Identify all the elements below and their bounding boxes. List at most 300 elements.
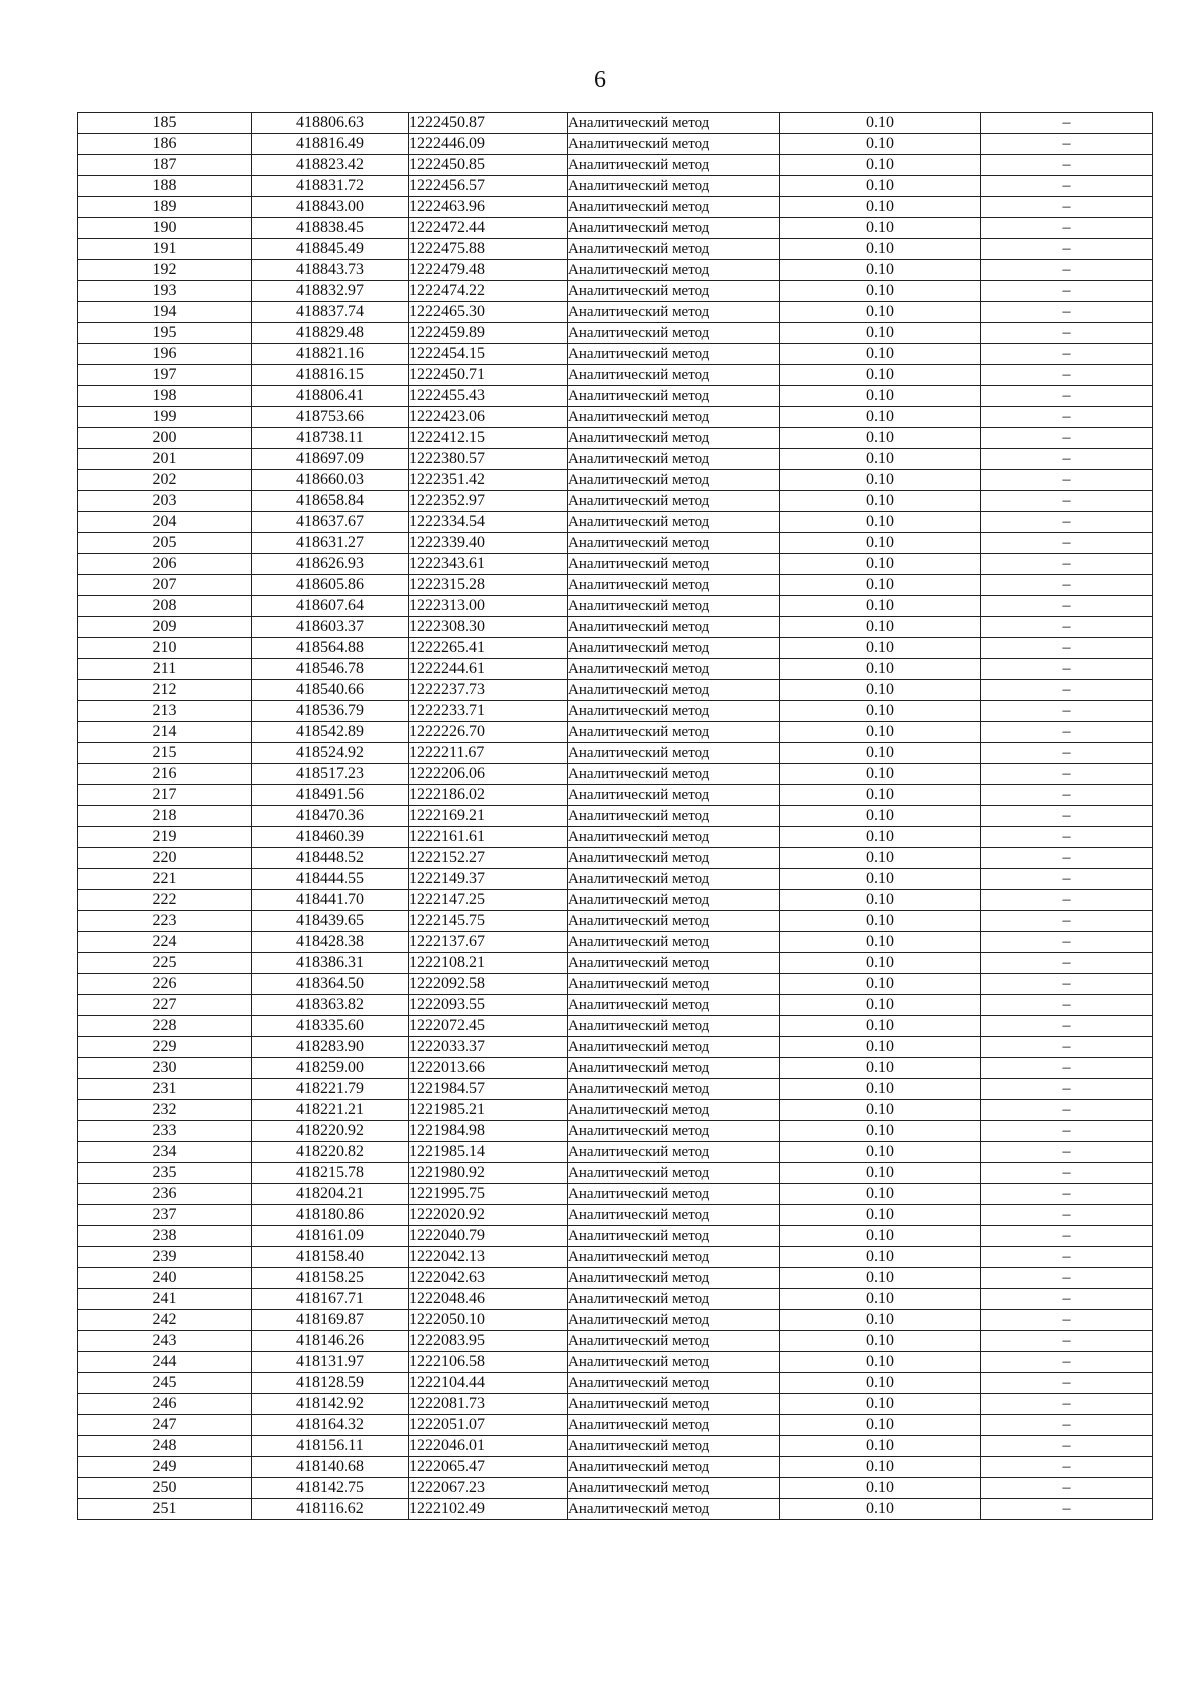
method-cell: Аналитический метод: [568, 197, 780, 218]
accuracy-cell: 0.10: [780, 1205, 981, 1226]
method-cell: Аналитический метод: [568, 827, 780, 848]
accuracy-cell: 0.10: [780, 323, 981, 344]
x-coordinate-cell: 418637.67: [252, 512, 409, 533]
point-number-cell: 229: [78, 1037, 252, 1058]
accuracy-cell: 0.10: [780, 869, 981, 890]
x-coordinate-cell: 418448.52: [252, 848, 409, 869]
table-row: [78, 932, 1153, 953]
y-coordinate-cell: 1222226.70: [409, 722, 568, 743]
accuracy-cell: 0.10: [780, 680, 981, 701]
description-cell: –: [981, 575, 1153, 596]
description-cell: –: [981, 218, 1153, 239]
y-coordinate-cell: 1222465.30: [409, 302, 568, 323]
point-number-cell: 235: [78, 1163, 252, 1184]
method-cell: Аналитический метод: [568, 722, 780, 743]
method-cell: Аналитический метод: [568, 239, 780, 260]
point-number-cell: 219: [78, 827, 252, 848]
accuracy-cell: 0.10: [780, 260, 981, 281]
accuracy-cell: 0.10: [780, 1268, 981, 1289]
y-coordinate-cell: 1222308.30: [409, 617, 568, 638]
x-coordinate-cell: 418660.03: [252, 470, 409, 491]
x-coordinate-cell: 418845.49: [252, 239, 409, 260]
coordinates-table-body: [78, 113, 1153, 1520]
x-coordinate-cell: 418283.90: [252, 1037, 409, 1058]
method-cell: Аналитический метод: [568, 1436, 780, 1457]
accuracy-cell: 0.10: [780, 827, 981, 848]
table-row: [78, 1310, 1153, 1331]
method-cell: Аналитический метод: [568, 1163, 780, 1184]
table-row: [78, 239, 1153, 260]
description-cell: –: [981, 470, 1153, 491]
x-coordinate-cell: 418259.00: [252, 1058, 409, 1079]
point-number-cell: 214: [78, 722, 252, 743]
description-cell: –: [981, 722, 1153, 743]
method-cell: Аналитический метод: [568, 365, 780, 386]
point-number-cell: 197: [78, 365, 252, 386]
description-cell: –: [981, 659, 1153, 680]
table-row: [78, 386, 1153, 407]
y-coordinate-cell: 1222065.47: [409, 1457, 568, 1478]
point-number-cell: 199: [78, 407, 252, 428]
description-cell: –: [981, 617, 1153, 638]
method-cell: Аналитический метод: [568, 617, 780, 638]
point-number-cell: 210: [78, 638, 252, 659]
y-coordinate-cell: 1222450.85: [409, 155, 568, 176]
point-number-cell: 240: [78, 1268, 252, 1289]
description-cell: –: [981, 407, 1153, 428]
point-number-cell: 243: [78, 1331, 252, 1352]
x-coordinate-cell: 418180.86: [252, 1205, 409, 1226]
y-coordinate-cell: 1221980.92: [409, 1163, 568, 1184]
description-cell: –: [981, 869, 1153, 890]
accuracy-cell: 0.10: [780, 806, 981, 827]
y-coordinate-cell: 1222106.58: [409, 1352, 568, 1373]
table-row: [78, 680, 1153, 701]
description-cell: –: [981, 365, 1153, 386]
accuracy-cell: 0.10: [780, 176, 981, 197]
table-row: [78, 281, 1153, 302]
x-coordinate-cell: 418837.74: [252, 302, 409, 323]
y-coordinate-cell: 1221995.75: [409, 1184, 568, 1205]
table-row: [78, 701, 1153, 722]
accuracy-cell: 0.10: [780, 1289, 981, 1310]
method-cell: Аналитический метод: [568, 1331, 780, 1352]
description-cell: –: [981, 974, 1153, 995]
x-coordinate-cell: 418460.39: [252, 827, 409, 848]
description-cell: –: [981, 1436, 1153, 1457]
point-number-cell: 222: [78, 890, 252, 911]
point-number-cell: 242: [78, 1310, 252, 1331]
description-cell: –: [981, 113, 1153, 134]
table-row: [78, 1163, 1153, 1184]
description-cell: –: [981, 155, 1153, 176]
table-row: [78, 554, 1153, 575]
y-coordinate-cell: 1222237.73: [409, 680, 568, 701]
accuracy-cell: 0.10: [780, 1100, 981, 1121]
x-coordinate-cell: 418439.65: [252, 911, 409, 932]
method-cell: Аналитический метод: [568, 1079, 780, 1100]
table-row: [78, 1331, 1153, 1352]
y-coordinate-cell: 1222083.95: [409, 1331, 568, 1352]
x-coordinate-cell: 418441.70: [252, 890, 409, 911]
point-number-cell: 193: [78, 281, 252, 302]
point-number-cell: 216: [78, 764, 252, 785]
point-number-cell: 189: [78, 197, 252, 218]
accuracy-cell: 0.10: [780, 1142, 981, 1163]
accuracy-cell: 0.10: [780, 974, 981, 995]
table-row: [78, 197, 1153, 218]
description-cell: –: [981, 260, 1153, 281]
description-cell: –: [981, 1289, 1153, 1310]
point-number-cell: 185: [78, 113, 252, 134]
method-cell: Аналитический метод: [568, 1142, 780, 1163]
x-coordinate-cell: 418128.59: [252, 1373, 409, 1394]
point-number-cell: 218: [78, 806, 252, 827]
x-coordinate-cell: 418540.66: [252, 680, 409, 701]
table-row: [78, 1373, 1153, 1394]
method-cell: Аналитический метод: [568, 953, 780, 974]
accuracy-cell: 0.10: [780, 533, 981, 554]
method-cell: Аналитический метод: [568, 1268, 780, 1289]
point-number-cell: 196: [78, 344, 252, 365]
description-cell: –: [981, 785, 1153, 806]
accuracy-cell: 0.10: [780, 386, 981, 407]
point-number-cell: 249: [78, 1457, 252, 1478]
y-coordinate-cell: 1222474.22: [409, 281, 568, 302]
y-coordinate-cell: 1222102.49: [409, 1499, 568, 1520]
accuracy-cell: 0.10: [780, 1457, 981, 1478]
accuracy-cell: 0.10: [780, 848, 981, 869]
accuracy-cell: 0.10: [780, 1436, 981, 1457]
point-number-cell: 203: [78, 491, 252, 512]
x-coordinate-cell: 418156.11: [252, 1436, 409, 1457]
description-cell: –: [981, 1205, 1153, 1226]
description-cell: –: [981, 1184, 1153, 1205]
table-row: [78, 533, 1153, 554]
method-cell: Аналитический метод: [568, 1352, 780, 1373]
description-cell: –: [981, 1121, 1153, 1142]
x-coordinate-cell: 418444.55: [252, 869, 409, 890]
point-number-cell: 194: [78, 302, 252, 323]
method-cell: Аналитический метод: [568, 1478, 780, 1499]
y-coordinate-cell: 1222351.42: [409, 470, 568, 491]
method-cell: Аналитический метод: [568, 1184, 780, 1205]
description-cell: –: [981, 239, 1153, 260]
x-coordinate-cell: 418821.16: [252, 344, 409, 365]
table-row: [78, 344, 1153, 365]
accuracy-cell: 0.10: [780, 638, 981, 659]
accuracy-cell: 0.10: [780, 722, 981, 743]
x-coordinate-cell: 418832.97: [252, 281, 409, 302]
point-number-cell: 215: [78, 743, 252, 764]
point-number-cell: 238: [78, 1226, 252, 1247]
table-row: [78, 1268, 1153, 1289]
x-coordinate-cell: 418564.88: [252, 638, 409, 659]
table-row: [78, 1226, 1153, 1247]
description-cell: –: [981, 428, 1153, 449]
method-cell: Аналитический метод: [568, 1037, 780, 1058]
accuracy-cell: 0.10: [780, 1373, 981, 1394]
description-cell: –: [981, 134, 1153, 155]
method-cell: Аналитический метод: [568, 176, 780, 197]
description-cell: –: [981, 1352, 1153, 1373]
method-cell: Аналитический метод: [568, 134, 780, 155]
table-row: [78, 1100, 1153, 1121]
accuracy-cell: 0.10: [780, 428, 981, 449]
point-number-cell: 208: [78, 596, 252, 617]
method-cell: Аналитический метод: [568, 596, 780, 617]
method-cell: Аналитический метод: [568, 680, 780, 701]
table-row: [78, 995, 1153, 1016]
table-row: [78, 1121, 1153, 1142]
method-cell: Аналитический метод: [568, 113, 780, 134]
point-number-cell: 226: [78, 974, 252, 995]
y-coordinate-cell: 1222339.40: [409, 533, 568, 554]
accuracy-cell: 0.10: [780, 554, 981, 575]
accuracy-cell: 0.10: [780, 953, 981, 974]
method-cell: Аналитический метод: [568, 1394, 780, 1415]
accuracy-cell: 0.10: [780, 365, 981, 386]
accuracy-cell: 0.10: [780, 1037, 981, 1058]
y-coordinate-cell: 1222479.48: [409, 260, 568, 281]
table-row: [78, 806, 1153, 827]
table-row: [78, 1205, 1153, 1226]
method-cell: Аналитический метод: [568, 1499, 780, 1520]
accuracy-cell: 0.10: [780, 449, 981, 470]
accuracy-cell: 0.10: [780, 239, 981, 260]
accuracy-cell: 0.10: [780, 1226, 981, 1247]
x-coordinate-cell: 418221.21: [252, 1100, 409, 1121]
method-cell: Аналитический метод: [568, 449, 780, 470]
accuracy-cell: 0.10: [780, 113, 981, 134]
x-coordinate-cell: 418131.97: [252, 1352, 409, 1373]
x-coordinate-cell: 418204.21: [252, 1184, 409, 1205]
table-row: [78, 449, 1153, 470]
point-number-cell: 230: [78, 1058, 252, 1079]
description-cell: –: [981, 1268, 1153, 1289]
point-number-cell: 221: [78, 869, 252, 890]
table-row: [78, 638, 1153, 659]
point-number-cell: 187: [78, 155, 252, 176]
method-cell: Аналитический метод: [568, 638, 780, 659]
x-coordinate-cell: 418158.40: [252, 1247, 409, 1268]
table-row: [78, 659, 1153, 680]
table-row: [78, 176, 1153, 197]
point-number-cell: 202: [78, 470, 252, 491]
point-number-cell: 223: [78, 911, 252, 932]
description-cell: –: [981, 911, 1153, 932]
method-cell: Аналитический метод: [568, 1289, 780, 1310]
accuracy-cell: 0.10: [780, 281, 981, 302]
table-row: [78, 1352, 1153, 1373]
point-number-cell: 234: [78, 1142, 252, 1163]
x-coordinate-cell: 418140.68: [252, 1457, 409, 1478]
accuracy-cell: 0.10: [780, 1394, 981, 1415]
table-row: [78, 1457, 1153, 1478]
point-number-cell: 192: [78, 260, 252, 281]
accuracy-cell: 0.10: [780, 1016, 981, 1037]
y-coordinate-cell: 1222206.06: [409, 764, 568, 785]
description-cell: –: [981, 491, 1153, 512]
x-coordinate-cell: 418169.87: [252, 1310, 409, 1331]
method-cell: Аналитический метод: [568, 470, 780, 491]
accuracy-cell: 0.10: [780, 302, 981, 323]
description-cell: –: [981, 1478, 1153, 1499]
x-coordinate-cell: 418221.79: [252, 1079, 409, 1100]
point-number-cell: 201: [78, 449, 252, 470]
method-cell: Аналитический метод: [568, 974, 780, 995]
table-row: [78, 491, 1153, 512]
description-cell: –: [981, 953, 1153, 974]
y-coordinate-cell: 1222244.61: [409, 659, 568, 680]
x-coordinate-cell: 418829.48: [252, 323, 409, 344]
x-coordinate-cell: 418738.11: [252, 428, 409, 449]
point-number-cell: 245: [78, 1373, 252, 1394]
y-coordinate-cell: 1222459.89: [409, 323, 568, 344]
method-cell: Аналитический метод: [568, 533, 780, 554]
y-coordinate-cell: 1222450.71: [409, 365, 568, 386]
y-coordinate-cell: 1222147.25: [409, 890, 568, 911]
description-cell: –: [981, 1226, 1153, 1247]
description-cell: –: [981, 386, 1153, 407]
point-number-cell: 198: [78, 386, 252, 407]
method-cell: Аналитический метод: [568, 575, 780, 596]
x-coordinate-cell: 418631.27: [252, 533, 409, 554]
table-row: [78, 512, 1153, 533]
y-coordinate-cell: 1222051.07: [409, 1415, 568, 1436]
table-row: [78, 1436, 1153, 1457]
description-cell: –: [981, 764, 1153, 785]
accuracy-cell: 0.10: [780, 1352, 981, 1373]
description-cell: –: [981, 806, 1153, 827]
point-number-cell: 239: [78, 1247, 252, 1268]
y-coordinate-cell: 1222211.67: [409, 743, 568, 764]
table-row: [78, 890, 1153, 911]
x-coordinate-cell: 418843.00: [252, 197, 409, 218]
method-cell: Аналитический метод: [568, 1205, 780, 1226]
y-coordinate-cell: 1222352.97: [409, 491, 568, 512]
y-coordinate-cell: 1222137.67: [409, 932, 568, 953]
table-row: [78, 365, 1153, 386]
accuracy-cell: 0.10: [780, 1163, 981, 1184]
point-number-cell: 209: [78, 617, 252, 638]
accuracy-cell: 0.10: [780, 1247, 981, 1268]
accuracy-cell: 0.10: [780, 197, 981, 218]
method-cell: Аналитический метод: [568, 911, 780, 932]
accuracy-cell: 0.10: [780, 134, 981, 155]
y-coordinate-cell: 1222455.43: [409, 386, 568, 407]
x-coordinate-cell: 418607.64: [252, 596, 409, 617]
y-coordinate-cell: 1222454.15: [409, 344, 568, 365]
y-coordinate-cell: 1222472.44: [409, 218, 568, 239]
accuracy-cell: 0.10: [780, 764, 981, 785]
description-cell: –: [981, 1415, 1153, 1436]
point-number-cell: 207: [78, 575, 252, 596]
table-row: [78, 974, 1153, 995]
method-cell: Аналитический метод: [568, 281, 780, 302]
table-row: [78, 1016, 1153, 1037]
method-cell: Аналитический метод: [568, 1415, 780, 1436]
accuracy-cell: 0.10: [780, 785, 981, 806]
x-coordinate-cell: 418816.15: [252, 365, 409, 386]
x-coordinate-cell: 418167.71: [252, 1289, 409, 1310]
accuracy-cell: 0.10: [780, 491, 981, 512]
x-coordinate-cell: 418626.93: [252, 554, 409, 575]
y-coordinate-cell: 1222446.09: [409, 134, 568, 155]
point-number-cell: 220: [78, 848, 252, 869]
method-cell: Аналитический метод: [568, 785, 780, 806]
table-row: [78, 428, 1153, 449]
x-coordinate-cell: 418386.31: [252, 953, 409, 974]
table-row: [78, 1184, 1153, 1205]
point-number-cell: 188: [78, 176, 252, 197]
method-cell: Аналитический метод: [568, 1121, 780, 1142]
description-cell: –: [981, 323, 1153, 344]
method-cell: Аналитический метод: [568, 701, 780, 722]
table-row: [78, 1058, 1153, 1079]
y-coordinate-cell: 1222040.79: [409, 1226, 568, 1247]
x-coordinate-cell: 418220.92: [252, 1121, 409, 1142]
description-cell: –: [981, 596, 1153, 617]
accuracy-cell: 0.10: [780, 470, 981, 491]
x-coordinate-cell: 418697.09: [252, 449, 409, 470]
method-cell: Аналитический метод: [568, 344, 780, 365]
description-cell: –: [981, 1331, 1153, 1352]
accuracy-cell: 0.10: [780, 1331, 981, 1352]
x-coordinate-cell: 418658.84: [252, 491, 409, 512]
x-coordinate-cell: 418164.32: [252, 1415, 409, 1436]
point-number-cell: 212: [78, 680, 252, 701]
y-coordinate-cell: 1222108.21: [409, 953, 568, 974]
y-coordinate-cell: 1222334.54: [409, 512, 568, 533]
method-cell: Аналитический метод: [568, 1373, 780, 1394]
method-cell: Аналитический метод: [568, 1310, 780, 1331]
y-coordinate-cell: 1222412.15: [409, 428, 568, 449]
y-coordinate-cell: 1221984.98: [409, 1121, 568, 1142]
accuracy-cell: 0.10: [780, 575, 981, 596]
x-coordinate-cell: 418816.49: [252, 134, 409, 155]
x-coordinate-cell: 418542.89: [252, 722, 409, 743]
accuracy-cell: 0.10: [780, 1184, 981, 1205]
y-coordinate-cell: 1222343.61: [409, 554, 568, 575]
method-cell: Аналитический метод: [568, 491, 780, 512]
description-cell: –: [981, 1373, 1153, 1394]
x-coordinate-cell: 418753.66: [252, 407, 409, 428]
method-cell: Аналитический метод: [568, 806, 780, 827]
y-coordinate-cell: 1222233.71: [409, 701, 568, 722]
table-row: [78, 260, 1153, 281]
point-number-cell: 190: [78, 218, 252, 239]
description-cell: –: [981, 995, 1153, 1016]
point-number-cell: 211: [78, 659, 252, 680]
accuracy-cell: 0.10: [780, 1499, 981, 1520]
x-coordinate-cell: 418831.72: [252, 176, 409, 197]
method-cell: Аналитический метод: [568, 932, 780, 953]
x-coordinate-cell: 418142.92: [252, 1394, 409, 1415]
y-coordinate-cell: 1222020.92: [409, 1205, 568, 1226]
accuracy-cell: 0.10: [780, 617, 981, 638]
y-coordinate-cell: 1222092.58: [409, 974, 568, 995]
y-coordinate-cell: 1222072.45: [409, 1016, 568, 1037]
x-coordinate-cell: 418470.36: [252, 806, 409, 827]
table-row: [78, 1394, 1153, 1415]
table-row: [78, 1478, 1153, 1499]
description-cell: –: [981, 1457, 1153, 1478]
description-cell: –: [981, 1499, 1153, 1520]
point-number-cell: 228: [78, 1016, 252, 1037]
description-cell: –: [981, 638, 1153, 659]
point-number-cell: 225: [78, 953, 252, 974]
